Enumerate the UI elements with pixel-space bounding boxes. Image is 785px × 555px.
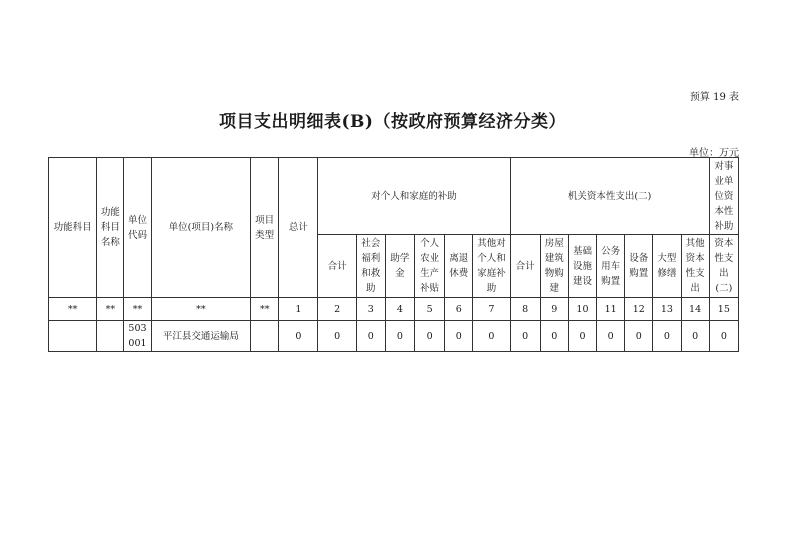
value-cell: 0 [625,321,653,352]
index-cell: 1 [279,298,318,321]
page-title: 项目支出明细表(B)（按政府预算经济分类） [219,112,566,132]
header-g2-repair: 大型修缮 [653,235,681,298]
header-g2-vehicle: 公务用车购置 [597,235,625,298]
header-func-subject-name: 功能科目名称 [97,158,124,298]
value-cell: 0 [653,321,681,352]
header-project-type: 项目类型 [251,158,279,298]
index-cell: 15 [709,298,738,321]
value-cell: 0 [510,321,540,352]
header-g3-capital: 资本性支出(二) [709,235,738,298]
value-cell: 0 [709,321,738,352]
value-cell: 0 [473,321,510,352]
table-row [49,321,739,352]
header-func-subject: 功能科目 [49,158,97,298]
header-group-institution-capital-subsidy: 对事业单位资本性补助 [709,158,738,235]
value-cell: 0 [415,321,445,352]
header-g1-scholarship: 助学金 [385,235,414,298]
index-cell: 3 [356,298,385,321]
index-cell: 7 [473,298,510,321]
value-cell: 0 [681,321,709,352]
index-cell: 4 [385,298,414,321]
func-subject-cell [49,321,97,352]
index-cell: 9 [540,298,568,321]
value-cell: 0 [385,321,414,352]
header-g1-retirement: 离退休费 [445,235,473,298]
index-cell: 11 [597,298,625,321]
index-cell: 2 [318,298,356,321]
header-group-personal-subsidy: 对个人和家庭的补助 [318,158,510,235]
value-cell: 0 [568,321,596,352]
form-number: 预算 19 表 [689,92,739,103]
header-g2-infrastructure: 基础设施建设 [568,235,596,298]
header-g1-welfare: 社会福利和救助 [356,235,385,298]
value-cell: 0 [597,321,625,352]
header-g2-total: 合计 [510,235,540,298]
project-type-cell [251,321,279,352]
header-g2-equipment: 设备购置 [625,235,653,298]
header-g1-other: 其他对个人和家庭补助 [473,235,510,298]
index-row [49,298,739,321]
header-g2-other: 其他资本性支出 [681,235,709,298]
index-cell: ** [97,298,124,321]
func-subject-name-cell [97,321,124,352]
index-cell: ** [251,298,279,321]
index-cell: 6 [445,298,473,321]
value-cell: 0 [445,321,473,352]
header-total: 总计 [279,158,318,298]
value-cell: 0 [318,321,356,352]
header-unit-code: 单位代码 [124,158,151,298]
unit-label: 单位：万元 [689,148,739,159]
header-group-capital-expenditure: 机关资本性支出(二) [510,158,709,235]
value-cell: 0 [540,321,568,352]
index-cell: 13 [653,298,681,321]
header-unit-name: 单位(项目)名称 [151,158,251,298]
index-cell: 10 [568,298,596,321]
header-g2-building: 房屋建筑物购建 [540,235,568,298]
index-cell: ** [124,298,151,321]
index-cell: ** [49,298,97,321]
header-g1-agri-subsidy: 个人农业生产补贴 [415,235,445,298]
index-cell: 14 [681,298,709,321]
index-cell: 12 [625,298,653,321]
header-g1-total: 合计 [318,235,356,298]
unit-name-cell: 平江县交通运输局 [151,321,251,352]
index-cell: 8 [510,298,540,321]
value-cell: 0 [279,321,318,352]
unit-code-cell: 503001 [124,321,151,352]
value-cell: 0 [356,321,385,352]
index-cell: 5 [415,298,445,321]
budget-table [48,157,739,352]
index-cell: ** [151,298,251,321]
